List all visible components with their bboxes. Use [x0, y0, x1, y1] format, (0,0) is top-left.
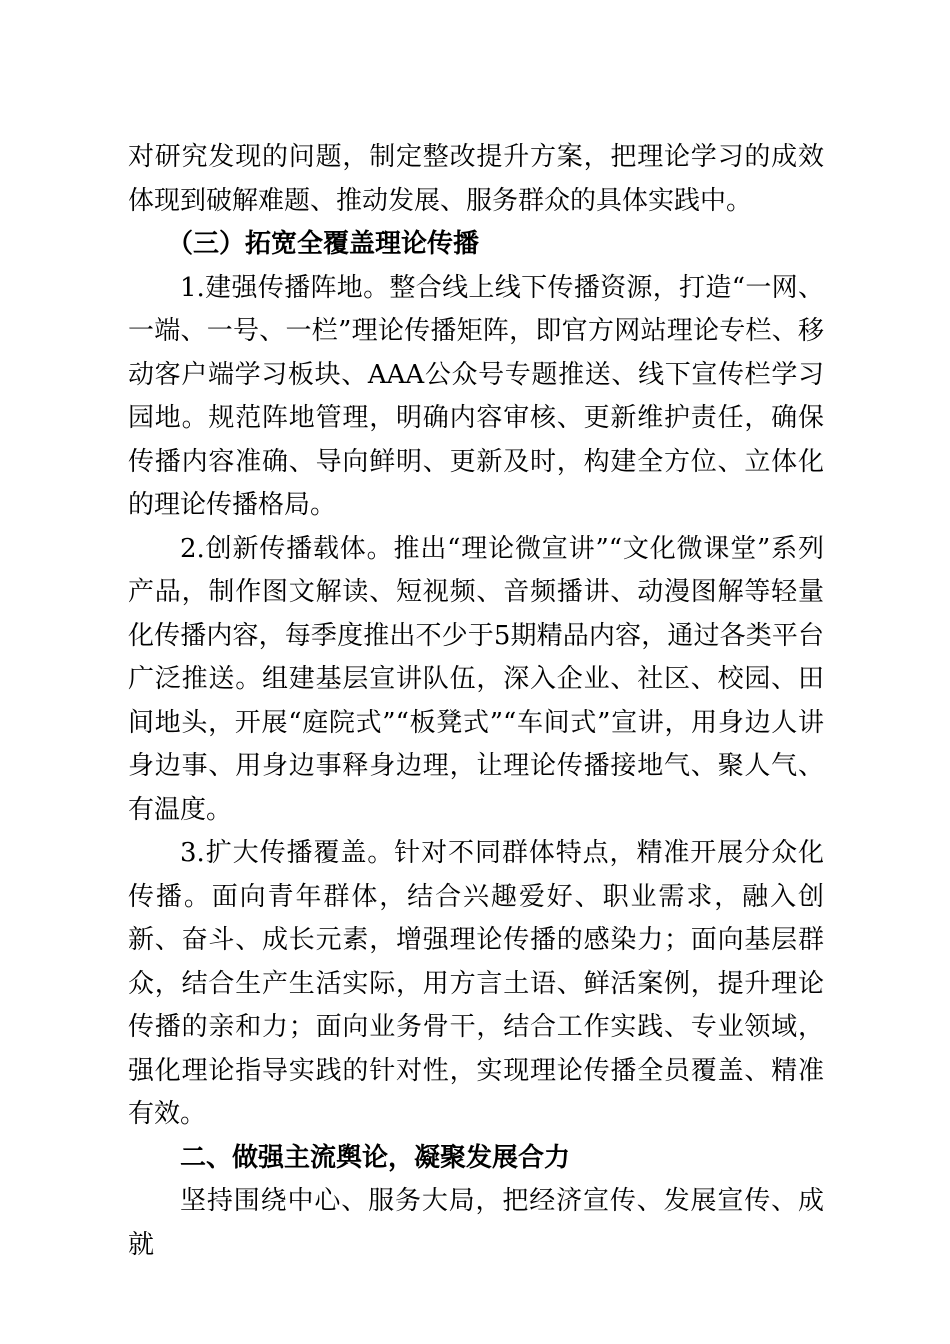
section-heading: 二、做强主流舆论，凝聚发展合力 [180, 1142, 571, 1173]
document-page [128, 136, 824, 1267]
paragraph-build-positions: 1.建强传播阵地。整合线上线下传播资源，打造“一网、一端、一号、一栏”理论传播矩阵，即官方网站理论专栏、移动客户端学习板块、AAA公众号专题推送、线下宣传栏学习园地。规范阵地管理，明确内容审核、更新维护责任，确保传播内容准确、导向鲜明、更新及时，构建全方位、立体化的理论传播格局。 [128, 272, 824, 520]
paragraph-mainstream-opinion: 坚持围绕中心、服务大局，把经济宣传、发展宣传、成就 [128, 1186, 824, 1260]
section-subheading: （三）拓宽全覆盖理论传播 [167, 229, 480, 259]
paragraph-innovate-carriers: 2.创新传播载体。推出“理论微宣讲”“文化微课堂”系列产品，制作图文解读、短视频、音频播讲、动漫图解等轻量化传播内容，每季度推出不少于5期精品内容，通过各类平台广泛推送。组建基层宣讲队伍，深入企业、社区、校园、田间地头，开展“庭院式”“板凳式”“车间式”宣讲，用身边人讲身边事、用身边事释身边理，让理论传播接地气、聚人气、有温度。 [128, 533, 824, 825]
paragraph-continuation: 对研究发现的问题，制定整改提升方案，把理论学习的成效体现到破解难题、推动发展、服务群众的具体实践中。 [128, 142, 824, 216]
paragraph-expand-coverage: 3.扩大传播覆盖。针对不同群体特点，精准开展分众化传播。面向青年群体，结合兴趣爱好、职业需求，融入创新、奋斗、成长元素，增强理论传播的感染力；面向基层群众，结合生产生活实际，用方言土语、鲜活案例，提升理论传播的亲和力；面向业务骨干，结合工作实践、专业领域，强化理论指导实践的针对性，实现理论传播全员覆盖、精准有效。 [128, 838, 824, 1129]
